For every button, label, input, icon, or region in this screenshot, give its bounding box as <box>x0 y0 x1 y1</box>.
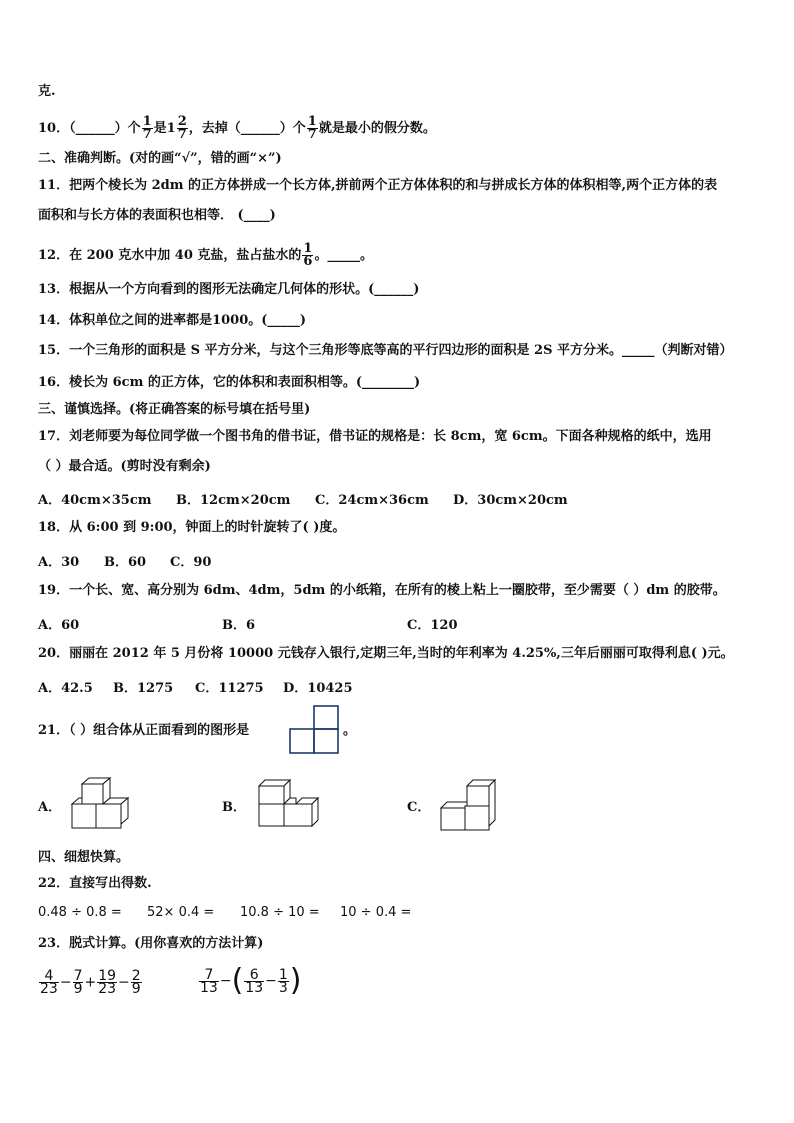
q20-option-d: D．10425 <box>283 681 353 696</box>
question-16: 16．棱长为 6cm 的正方体，它的体积和表面积相等。(________) <box>38 375 421 390</box>
question-21-text: 21．（ ）组合体从正面看到的图形是 <box>38 723 250 738</box>
q19-option-a: A．60 <box>38 618 80 633</box>
question-14: 14．体积单位之间的进率都是1000。(_____) <box>38 313 307 328</box>
q17-option-b: B．12cm×20cm <box>176 493 291 508</box>
q10-fraction-b: $\frac{2}{7}$ <box>177 114 187 142</box>
q17-option-c: C．24cm×36cm <box>315 493 429 508</box>
question-20: 20．丽丽在 2012 年 5 月份将 10000 元钱存入银行,定期三年,当时的年利率为 4.25%,三年后丽丽可取得利息( )元。 <box>38 646 734 661</box>
q12-text-pre: 12．在 200 克水中加 40 克盐，盐占盐水的 <box>38 248 302 263</box>
cube-figure-b <box>257 778 321 830</box>
q19-option-c: C．120 <box>407 618 458 633</box>
q18-option-b: B．60 <box>104 555 147 570</box>
q23-expression-2: $\frac{7}{13}$ −( $\frac{6}{13}$ − $\frac{1}{3}$ ) <box>200 963 302 998</box>
q20-option-c: C．11275 <box>195 681 264 696</box>
q21-option-a: A． <box>38 800 62 815</box>
q23-e1-frac4: $\frac{2}{9}$ <box>131 968 141 997</box>
q10-text-mid: 是 <box>153 121 167 136</box>
question-12 <box>38 243 373 268</box>
q10-fraction-c: $\frac{1}{7}$ <box>307 114 317 142</box>
question-11-line2: 面积和与长方体的表面积也相等． (____) <box>38 208 276 223</box>
question-18: 18．从 6:00 到 9:00，钟面上的时针旋转了( )度。 <box>38 520 346 535</box>
q10-text-post: 就是最小的假分数。 <box>318 121 436 136</box>
continued-text: 克. <box>38 84 56 99</box>
q21-option-b: B． <box>222 800 246 815</box>
q22-item-2: 52× 0.4 = <box>147 905 215 920</box>
q17-option-d: D．30cm×20cm <box>453 493 568 508</box>
q20-option-a: A．42.5 <box>38 681 93 696</box>
q10-text-pre: 10．（______）个 <box>38 121 141 136</box>
question-10 <box>38 116 436 141</box>
q10-fraction-a: $\frac{1}{7}$ <box>142 114 152 142</box>
q22-item-3: 10.8 ÷ 10 = <box>240 905 320 920</box>
q12-fraction: $\frac{1}{6}$ <box>303 241 313 269</box>
question-11-line1: 11．把两个棱长为 2dm 的正方体拼成一个长方体,拼前两个正方体体积的和与拼成长方体的体积相等,两个正方体的表 <box>38 178 718 193</box>
question-23: 23．脱式计算。(用你喜欢的方法计算) <box>38 936 264 951</box>
q22-item-4: 10 ÷ 0.4 = <box>340 905 412 920</box>
q21-option-c: C． <box>407 800 431 815</box>
cube-figure-c <box>437 776 499 834</box>
section-4-heading: 四、细想快算。 <box>38 850 130 865</box>
question-19: 19．一个长、宽、高分别为 6dm、4dm，5dm 的小纸箱，在所有的棱上粘上一圈胶带，至少需要（ ）dm 的胶带。 <box>38 583 726 598</box>
q23-e2-frac1: $\frac{7}{13}$ <box>200 966 218 996</box>
q12-text-post: 。_____。 <box>314 248 373 263</box>
q23-e2-frac2: $\frac{6}{13}$ <box>245 966 264 996</box>
section-3-heading: 三、谨慎选择。(将正确答案的标号填在括号里) <box>38 402 311 417</box>
q23-e1-frac3: $\frac{19}{23}$ <box>98 968 117 997</box>
question-15: 15．一个三角形的面积是 S 平方分米，与这个三角形等底等高的平行四边形的面积是 2S 平方分米。_____（判断对错） <box>38 343 733 358</box>
front-view-figure <box>289 705 341 755</box>
q18-option-a: A．30 <box>38 555 80 570</box>
q20-option-b: B．1275 <box>113 681 174 696</box>
section-2-heading: 二、准确判断。(对的画“√”，错的画“×”) <box>38 151 282 166</box>
q19-option-b: B．6 <box>222 618 256 633</box>
q22-item-1: 0.48 ÷ 0.8 = <box>38 905 122 920</box>
question-17-line2: （ ）最合适。(剪时没有剩余) <box>38 459 211 474</box>
q23-e2-frac3: $\frac{1}{3}$ <box>278 966 288 996</box>
question-22: 22．直接写出得数. <box>38 876 152 891</box>
q23-expression-1: $\frac{4}{23}$ − $\frac{7}{9}$ + $\frac{19}{23}$ − $\frac{2}{9}$ <box>40 968 141 997</box>
cube-figure-a <box>70 774 130 830</box>
q10-text-mid2: ，去掉（______）个 <box>188 121 306 136</box>
q23-e1-frac2: $\frac{7}{9}$ <box>73 968 83 997</box>
question-13: 13．根据从一个方向看到的图形无法确定几何体的形状。(______) <box>38 282 420 297</box>
q18-option-c: C．90 <box>170 555 212 570</box>
q17-option-a: A．40cm×35cm <box>38 493 152 508</box>
q10-whole: 1 <box>166 121 176 136</box>
q23-e1-frac1: $\frac{4}{23}$ <box>40 968 58 997</box>
question-21-period: 。 <box>343 723 357 738</box>
question-17-line1: 17．刘老师要为每位同学做一个图书角的借书证，借书证的规格是：长 8cm，宽 6cm。下面各种规格的纸中，选用 <box>38 429 712 444</box>
